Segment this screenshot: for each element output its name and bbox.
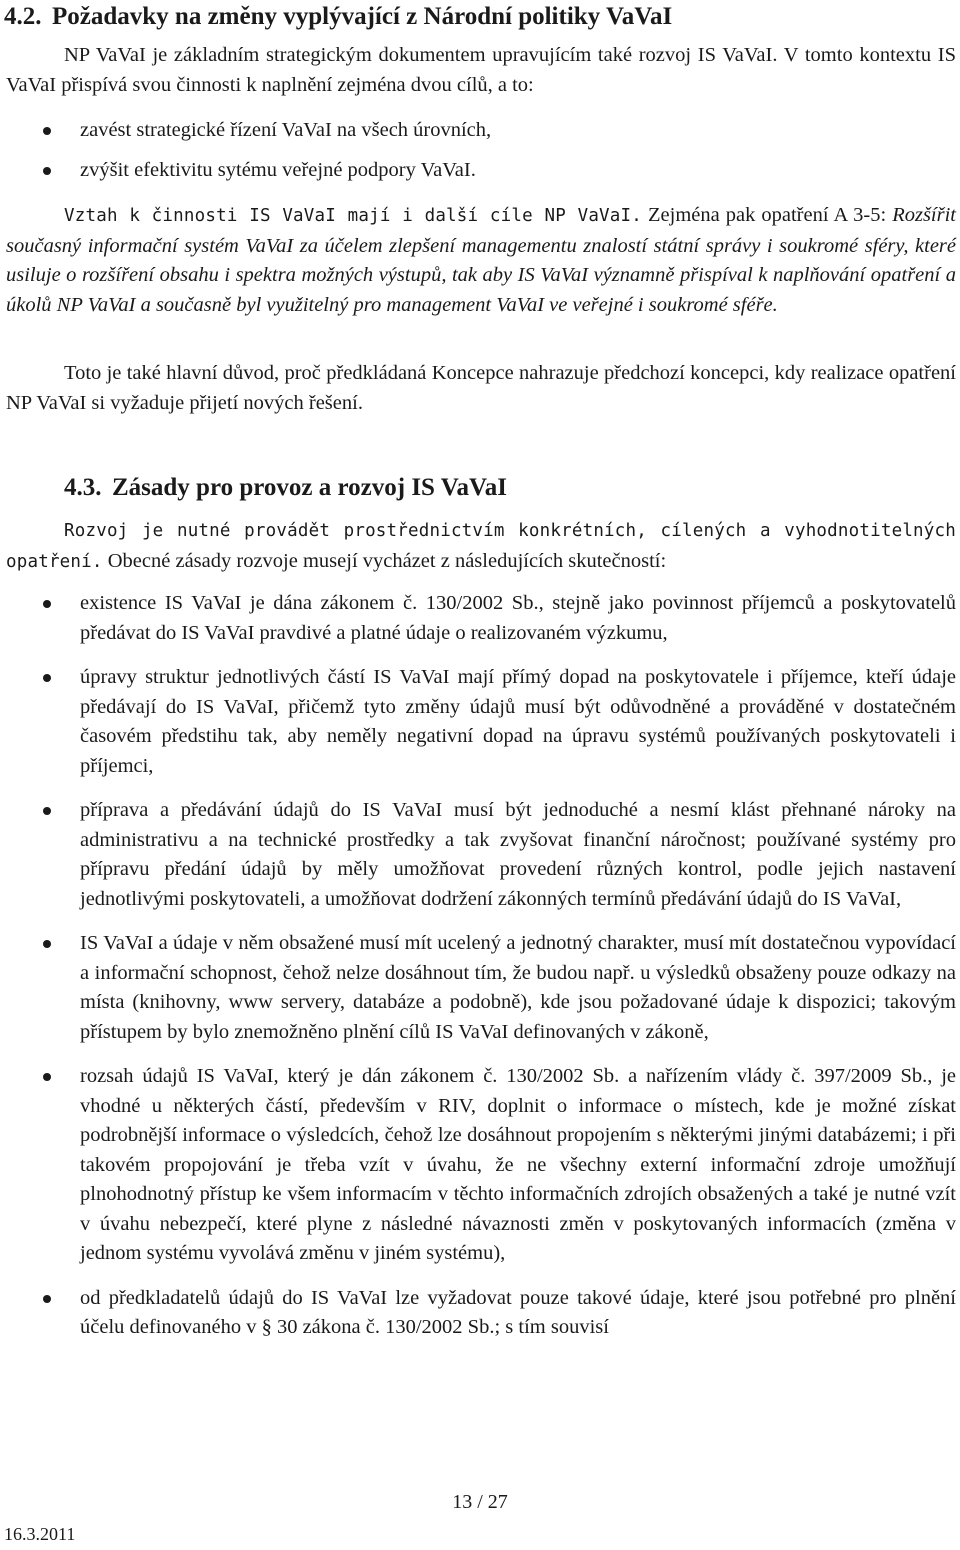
goals-list xyxy=(0,116,956,185)
paragraph-reason: Toto je také hlavní důvod, proč předkládaná Koncepce nahrazuje předchozí koncepci, kdy realizace opatření NP VaVaI si vyžaduje přijetí nových řešení. xyxy=(6,362,956,414)
relation-quote: Rozšířit současný informační systém VaVaI za účelem zlepšení managementu znalostí státní správy i soukromé sféry, které usiluje o rozšíření obsahu i spektra možných výstupů, tak aby IS VaVaI významně přispíval k naplňování opatření a úkolů NP VaVaI a současně byl využitelný pro management VaVaI ve veřejné i soukromé sféře. xyxy=(6,204,956,316)
document-date: 16.3.2011 xyxy=(4,1524,76,1544)
principles-list xyxy=(0,589,956,1343)
list-item: příprava a předávání údajů do IS VaVaI musí být jednoduché a nesmí klást přehnané nároky na administrativu a na technické prostředky a tak zvyšovat finanční náročnost; používané systémy pro přípravu předání údajů by měly umožňovat provedení různých kontrol, podle jejich nastavení jednotlivými poskytovateli, a umožňovat dodržení zákonných termínů předávání údajů do IS VaVaI, xyxy=(0,796,956,914)
bullet-icon xyxy=(43,1073,51,1081)
relation-lead: Vztah k činnosti IS VaVaI mají i další cíle NP VaVaI. xyxy=(64,206,642,226)
paragraph-intro: NP VaVaI je základním strategickým dokumentem upravujícím také rozvoj IS VaVaI. V tomto kontextu IS VaVaI přispívá svou činnosti k naplnění zejména dvou cílů, a to: xyxy=(6,44,956,96)
section-title: Zásady pro provoz a rozvoj IS VaVaI xyxy=(112,474,507,501)
bullet-icon xyxy=(43,940,51,948)
paragraph-relation xyxy=(6,201,956,320)
list-item: zvýšit efektivitu sytému veřejné podpory VaVaI. xyxy=(0,156,956,186)
bullet-icon xyxy=(43,674,51,682)
bullet-icon xyxy=(43,600,51,608)
bullet-icon xyxy=(43,167,51,175)
list-item: zavést strategické řízení VaVaI na všech úrovních, xyxy=(0,116,956,146)
principles-rest: Obecné zásady rozvoje musejí vycházet z následujících skutečností: xyxy=(102,549,667,572)
list-item: úpravy struktur jednotlivých částí IS VaVaI mají přímý dopad na poskytovatele i příjemce, kteří údaje předávají do IS VaVaI, přičemž tyto změny údajů musí být odůvodněné a prováděné v dostatečném časovém předstihu tak, aby neměly negativní dopad na úpravu systémů používaných poskytovateli i příjemci, xyxy=(0,663,956,781)
list-item: IS VaVaI a údaje v něm obsažené musí mít ucelený a jednotný charakter, musí mít dostatečnou vypovídací a informační schopnost, čehož nelze dosáhnout tím, že budou např. u výsledků obsaženy pouze odkazy na místa (knihovny, www servery, databáze a podobně), kde jsou požadované údaje k dispozici; takovým přístupem by bylo znemožněno plnění cílů IS VaVaI definovaných v zákoně, xyxy=(0,929,956,1047)
section-number: 4.3. xyxy=(64,474,102,501)
section-heading-4-2 xyxy=(4,2,672,32)
page-number: 13 / 27 xyxy=(452,1491,508,1513)
paragraph-principles-intro xyxy=(6,516,956,577)
principles-lead: Rozvoj je nutné provádět prostřednictvím konkrétních, cílených a vyhodnotitelných opatření. xyxy=(6,521,956,572)
list-item: existence IS VaVaI je dána zákonem č. 130/2002 Sb., stejně jako povinnost příjemců a poskytovatelů předávat do IS VaVaI pravdivé a platné údaje o realizovaném výzkumu, xyxy=(0,589,956,648)
list-item: od předkladatelů údajů do IS VaVaI lze vyžadovat pouze takové údaje, které jsou potřebné pro plnění účelu definovaného v § 30 zákona č. 130/2002 Sb.; s tím souvisí xyxy=(0,1284,956,1343)
section-title: Požadavky na změny vyplývající z Národní politiky VaVaI xyxy=(52,3,673,30)
section-number: 4.2. xyxy=(4,3,42,30)
bullet-icon xyxy=(43,127,51,135)
bullet-icon xyxy=(43,807,51,815)
section-heading-4-3 xyxy=(64,473,507,503)
list-item: rozsah údajů IS VaVaI, který je dán zákonem č. 130/2002 Sb. a nařízením vlády č. 397/2009 Sb., je vhodné u některých částí, především v RIV, doplnit o informace o místech, kde je možné získat podrobnější informace o výsledcích, čehož lze dosáhnout propojením s některými jinými databázemi; i při takovém propojování je třeba vzít v úvahu, že ne všechny externí informační zdroje umožňují plnohodnotný přístup ke všem informacím v těchto informačních zdrojích obsažených a také je nutné vzít v úvahu nebezpečí, které plyne z následné návaznosti změn v poskytovaných informacích (změna v jednom systému vyvolává změnu v jiném systému), xyxy=(0,1062,956,1269)
relation-rest: Zejména pak opatření A 3-5: xyxy=(642,204,893,226)
bullet-icon xyxy=(43,1295,51,1303)
